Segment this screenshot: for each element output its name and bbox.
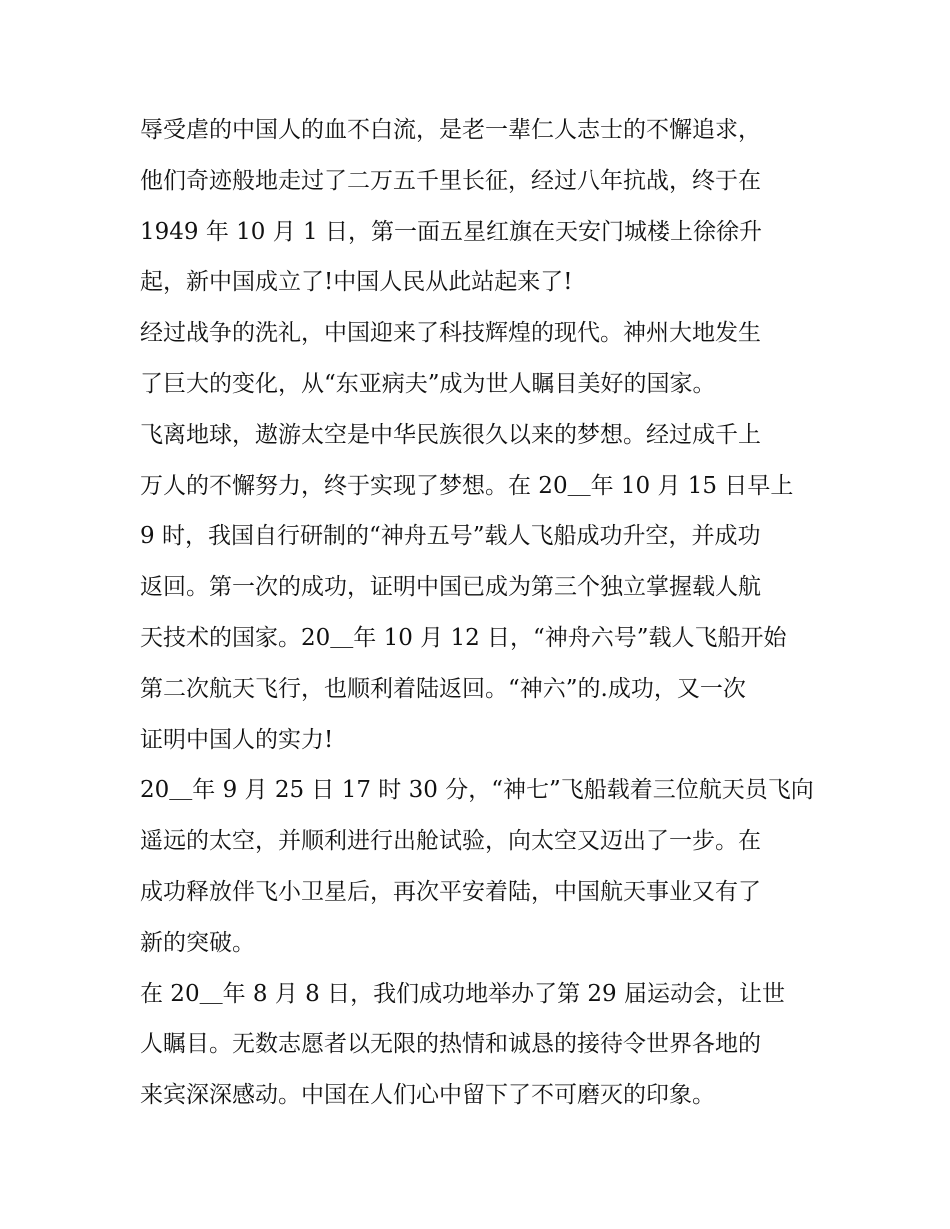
text-line: 在 20＿年 8 月 8 日，我们成功地举办了第 29 届运动会，让世 — [140, 980, 785, 1007]
body-text — [140, 105, 820, 1121]
text-line: 新的突破。 — [140, 929, 255, 956]
text-line: 20＿年 9 月 25 日 17 时 30 分，“神七”飞船载着三位航天员飞向 — [140, 777, 814, 804]
text-line: 起，新中国成立了!中国人民从此站起来了! — [140, 269, 573, 296]
text-line: 辱受虐的中国人的血不白流，是老一辈仁人志士的不懈追求， — [140, 117, 761, 143]
text-line: 遥远的太空，并顺利进行出舱试验，向太空又迈出了一步。在 — [140, 828, 761, 855]
text-line: 证明中国人的实力! — [140, 726, 334, 753]
text-line: 人瞩目。无数志愿者以无限的热情和诚恳的接待令世界各地的 — [140, 1031, 761, 1058]
text-line: 经过战争的洗礼，中国迎来了科技辉煌的现代。神州大地发生 — [140, 320, 761, 347]
text-line: 1949 年 10 月 1 日，第一面五星红旗在天安门城楼上徐徐升 — [140, 218, 762, 245]
text-line: 飞离地球，遨游太空是中华民族很久以来的梦想。经过成千上 — [140, 421, 761, 448]
text-line: 来宾深深感动。中国在人们心中留下了不可磨灭的印象。 — [140, 1082, 715, 1109]
text-line: 了巨大的变化，从“东亚病夫”成为世人瞩目美好的国家。 — [140, 370, 716, 397]
text-line: 万人的不懈努力，终于实现了梦想。在 20＿年 10 月 15 日早上 — [140, 472, 794, 499]
text-line: 他们奇迹般地走过了二万五千里长征，经过八年抗战，终于在 — [140, 167, 761, 194]
text-line: 天技术的国家。20＿年 10 月 12 日，“神舟六号”载人飞船开始 — [140, 624, 787, 651]
text-line: 第二次航天飞行，也顺利着陆返回。“神六”的.成功，又一次 — [140, 675, 746, 702]
text-line: 成功释放伴飞小卫星后，再次平安着陆，中国航天事业又有了 — [140, 878, 761, 905]
text-line: 返回。第一次的成功，证明中国已成为第三个独立掌握载人航 — [140, 574, 761, 601]
text-line: 9 时，我国自行研制的“神舟五号”载人飞船成功升空，并成功 — [140, 523, 761, 550]
